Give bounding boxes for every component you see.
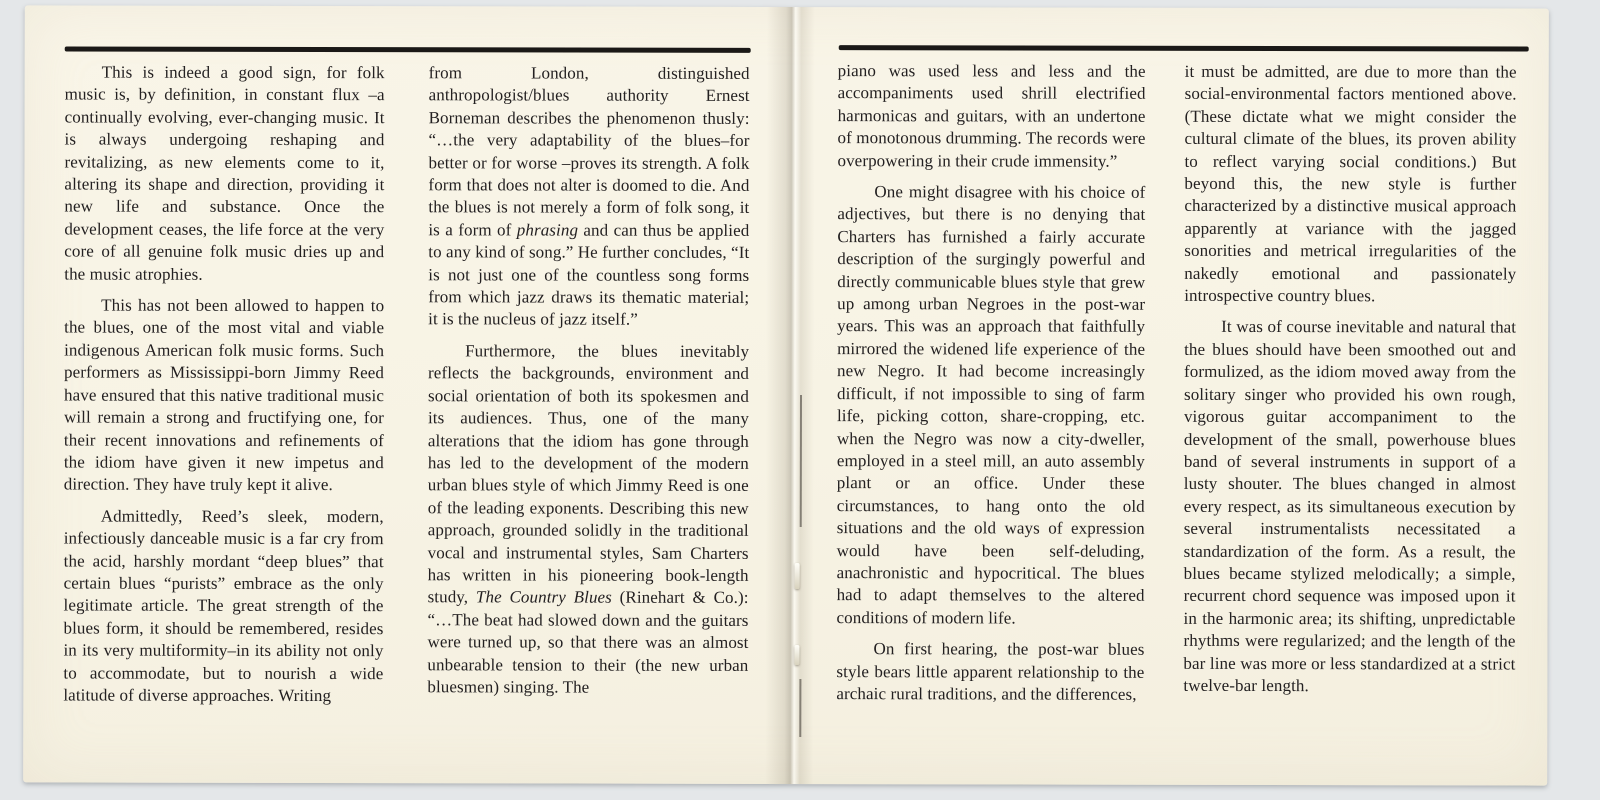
text-run: It was of course inevitable and natural that the blues should have been smoothed out and formulized, as the idiom moved away from the solitary singer who provided his own rough, vigorous guitar accompaniment to the development of the small, powerhouse blues band of several instruments in support of a lusty shouter. The blues changed in almost every respect, as its simultaneous execution by several instrumentalists necessitated a standardization of the form. As a result, the blues became stylized melodically; a simple, recurrent chord sequence was imposed upon it in the harmonic area; its shifting, unpredictable rhythms were regularized; and the length of the bar line was more or less standardized at a strict twelve-bar length. <box>1183 317 1517 696</box>
text-column-4 <box>1183 61 1516 707</box>
fold-crease-line <box>799 679 801 737</box>
text-run: This has not been allowed to happen to the blues, one of the most vital and viable indigenous American folk music forms. Such performers as Mississippi-born Jimmy Reed have ensured that this native traditional music will remain a strong and fructifying one, for their recent innovations and refinements of the idiom have given it new impetus and direction. They have truly kept it alive. <box>63 295 385 495</box>
text-column-1 <box>63 61 384 716</box>
text-run: Furthermore, the blues inevitably reflects the backgrounds, environment and social orientation of both its spokesmen and its audiences. Thus, one of the many alterations that the idiom has gone through has led to the development of the modern urban blues style of which Jimmy Reed is one of the leading exponents. Describing this new approach, grounded solidly in the traditional vocal and instrumental styles, Sam Charters has written in his pioneering book-length study, <box>427 341 750 607</box>
booklet-spread <box>23 5 1549 785</box>
text-column-2 <box>427 62 749 708</box>
top-rule-left-page <box>65 46 751 52</box>
text-run: On first hearing, the post-war blues style bears little apparent relationship to the archaic rural traditions, and the differences, <box>836 639 1145 704</box>
paragraph <box>63 505 383 707</box>
text-run: piano was used less and less and the accompaniments used shrill electrified harmonicas and guitars, with an undertone of monotonous drumming. The records were overpowering in their crude immensity.” <box>837 61 1146 171</box>
paragraph <box>1183 316 1516 698</box>
text-run: One might disagree with his choice of adjectives, but there is no denying that Charters has furnished a fairly accurate description of the surgingly powerful and directly communicable blues style that grew up among urban Negroes in the post-war years. This was an approach that faithfully mirrored the widened life experience of the new Negro. It had become increasingly difficult, if not impossible to sing of farm life, picking cotton, share-cropping, etc. when the Negro was now a city-dweller, employed in a steel mill, an auto assembly plant or an office. Under these circumstances, to hang onto the old situations and the old ways of expression would have been self-deluding, anachronistic and hypocritical. The blues had to adapt themselves to the altered conditions of modern life. <box>836 182 1146 628</box>
paragraph <box>837 181 1146 630</box>
fold-crease-line <box>800 395 802 527</box>
text-run: it must be admitted, are due to more than the social-environmental factors mentioned above. (These dictate what we might consider the cultural climate of the blues, its proven ability to reflect varying social conditions.) But beyond this, the new style is further characterized by a distinctive musical approach apparently at variance with the jagged sonorities and metrical irregularities of the nakedly emotional and passionately introspective country blues. <box>1184 61 1517 306</box>
paragraph <box>837 60 1145 173</box>
text-run: Admittedly, Reed’s sleek, modern, infectiously danceable music is a far cry from the acid, harshly mordant “deep blues” that certain blues “purists” embrace as the only legitimate article. The great strength of the blues form, it should be remembered, resides in its very multiformity–in its ability not only to accommodate, but to nourish a wide latitude of diverse approaches. Writing <box>63 506 384 706</box>
paragraph <box>1184 61 1517 308</box>
paragraph <box>64 61 384 286</box>
staple-mark <box>795 563 800 589</box>
italic-text-run: The Country Blues <box>475 587 612 607</box>
center-fold-shadow <box>765 7 815 784</box>
text-run: This is indeed a good sign, for folk music is, by definition, in constant flux –a continually evolving, ever-changing music. It is always undergoing reshaping and revitalizing, as new elements come to it, altering its shape and direction, providing it new life and substance. Once the development ceases, the life force at the very core of all genuine folk music dries up and the music atrophies. <box>64 62 385 284</box>
text-run: from London, distinguished anthropologist/blues authority Ernest Borneman describes the phenomenon thusly: “…the very adaptability of the blues–for better or for worse –proves its strength. A folk form that does not alter is doomed to die. And the blues is not merely a form of folk song, it is a form of <box>428 63 750 240</box>
text-run: (Rinehart & Co.): “…The beat had slowed down and the guitars were turned up, so that there was an almost unbearable tension to their (the new urban bluesmen) singing. The <box>427 587 749 697</box>
text-run: and can thus be applied to any kind of song.” He further concludes, “It is not just one of the countless song forms from which jazz draws its thematic material; it is the nucleus of jazz itself.” <box>428 220 750 330</box>
paragraph <box>64 295 384 497</box>
paragraph <box>836 638 1144 706</box>
italic-text-run: phrasing <box>516 220 579 240</box>
text-column-3 <box>836 60 1145 715</box>
paragraph <box>428 62 750 332</box>
top-rule-right-page <box>839 45 1529 51</box>
staple-mark <box>794 645 799 665</box>
paragraph <box>427 340 749 699</box>
